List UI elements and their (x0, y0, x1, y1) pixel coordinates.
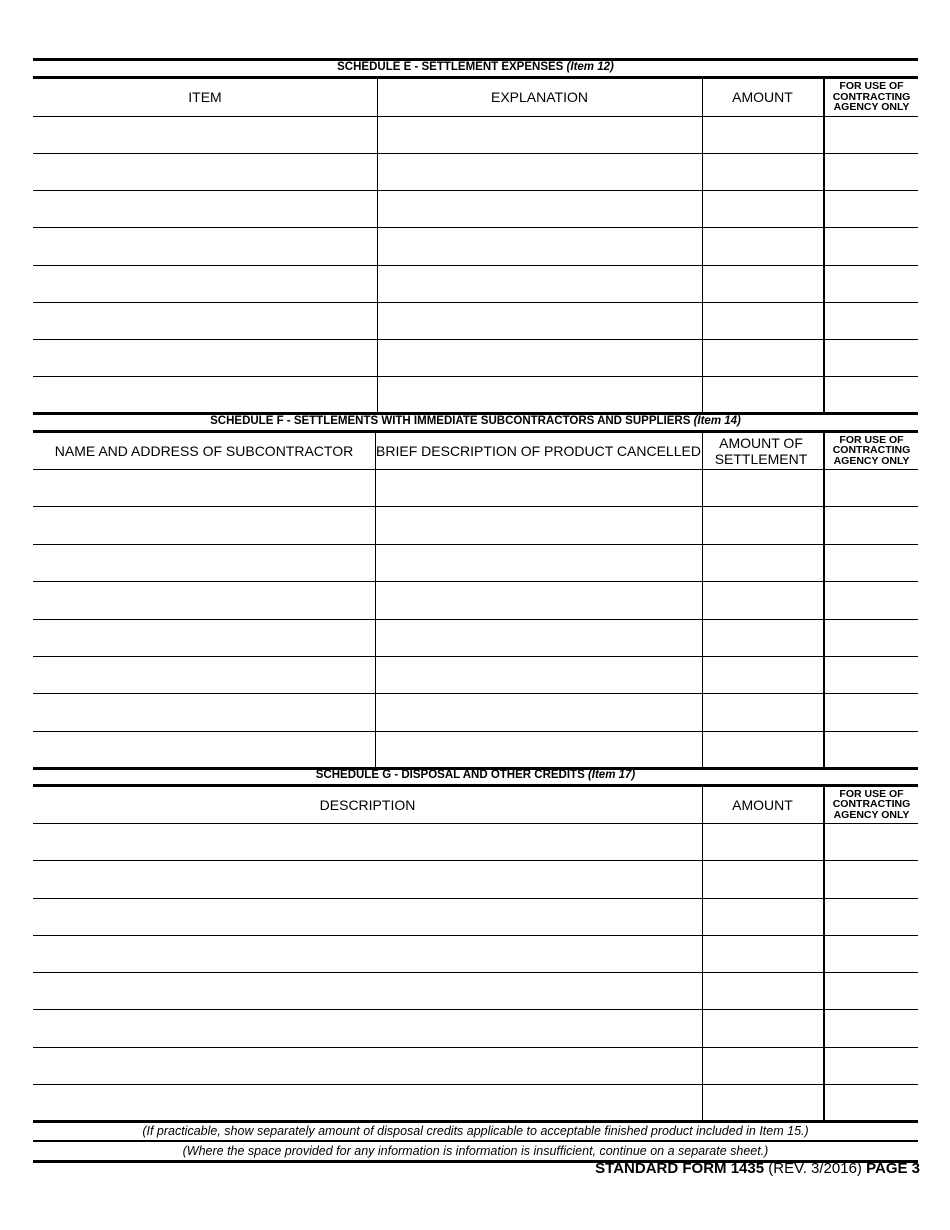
row-divider (33, 823, 918, 824)
agency-use-cell[interactable] (825, 471, 916, 504)
col-header-product-description: BRIEF DESCRIPTION OF PRODUCT CANCELLED (376, 442, 701, 459)
settlement-amount-cell[interactable] (704, 733, 821, 766)
description-cell[interactable] (35, 937, 700, 970)
col-header-agency-use: FOR USE OF CONTRACTING AGENCY ONLY (832, 80, 911, 114)
description-cell[interactable] (35, 974, 700, 1007)
schedule-e-title-text: SCHEDULE E - SETTLEMENT EXPENSES (337, 61, 564, 73)
settlement-amount-cell[interactable] (704, 583, 821, 616)
col-header-explanation: EXPLANATION (491, 89, 588, 105)
schedule-e-item-ref: (Item 12) (566, 61, 614, 73)
amount-cell[interactable] (704, 378, 821, 411)
schedule-f-item-ref: (Item 14) (693, 415, 741, 427)
amount-cell[interactable] (704, 1011, 821, 1044)
col-header-amount: AMOUNT (732, 796, 793, 813)
amount-cell[interactable] (704, 229, 821, 262)
schedule-f-title-text: SCHEDULE F - SETTLEMENTS WITH IMMEDIATE SUBCONTRACTORS AND SUPPLIERS (210, 415, 691, 427)
amount-cell[interactable] (704, 825, 821, 858)
product-description-cell[interactable] (377, 471, 700, 504)
agency-use-cell[interactable] (825, 1086, 916, 1119)
explanation-cell[interactable] (379, 118, 700, 151)
agency-use-cell[interactable] (825, 862, 916, 895)
col-header-agency-use: FOR USE OF CONTRACTING AGENCY ONLY (832, 787, 911, 821)
column-divider (823, 78, 825, 116)
row-divider (33, 693, 918, 694)
item-cell[interactable] (35, 267, 375, 300)
col-header-description: DESCRIPTION (319, 796, 416, 813)
agency-use-cell[interactable] (825, 900, 916, 933)
description-cell[interactable] (35, 862, 700, 895)
subcontractor-cell[interactable] (35, 546, 373, 579)
item-cell[interactable] (35, 192, 375, 225)
amount-cell[interactable] (704, 267, 821, 300)
explanation-cell[interactable] (379, 192, 700, 225)
agency-use-cell[interactable] (825, 1011, 916, 1044)
item-cell[interactable] (35, 118, 375, 151)
product-description-cell[interactable] (377, 508, 700, 541)
agency-use-cell[interactable] (825, 508, 916, 541)
product-description-cell[interactable] (377, 583, 700, 616)
column-divider (702, 469, 703, 768)
column-divider (702, 785, 703, 823)
subcontractor-cell[interactable] (35, 471, 373, 504)
settlement-amount-cell[interactable] (704, 621, 821, 654)
product-description-cell[interactable] (377, 658, 700, 691)
row-divider (33, 972, 918, 973)
row-divider (33, 227, 918, 228)
row-divider (33, 656, 918, 657)
row-divider (33, 116, 918, 117)
subcontractor-cell[interactable] (35, 733, 373, 766)
product-description-cell[interactable] (377, 621, 700, 654)
subcontractor-cell[interactable] (35, 695, 373, 728)
disposal-credits-note: (If practicable, show separately amount of disposal credits applicable to acceptable finished product included in Item 15.) (142, 1124, 809, 1138)
column-divider (823, 823, 825, 1121)
agency-use-cell[interactable] (825, 695, 916, 728)
item-cell[interactable] (35, 229, 375, 262)
column-divider (702, 431, 703, 469)
description-cell[interactable] (35, 1011, 700, 1044)
explanation-cell[interactable] (379, 341, 700, 374)
subcontractor-cell[interactable] (35, 621, 373, 654)
amount-cell[interactable] (704, 937, 821, 970)
col-header-subcontractor: NAME AND ADDRESS OF SUBCONTRACTOR (54, 442, 354, 459)
amount-cell[interactable] (704, 974, 821, 1007)
col-header-agency-use: FOR USE OF CONTRACTING AGENCY ONLY (832, 433, 911, 467)
row-divider (33, 581, 918, 582)
description-cell[interactable] (35, 900, 700, 933)
row-divider (33, 153, 918, 154)
explanation-cell[interactable] (379, 155, 700, 188)
agency-use-cell[interactable] (825, 583, 916, 616)
item-cell[interactable] (35, 304, 375, 337)
description-cell[interactable] (35, 1049, 700, 1082)
amount-cell[interactable] (704, 192, 821, 225)
settlement-amount-cell[interactable] (704, 658, 821, 691)
column-divider (377, 78, 378, 116)
amount-cell[interactable] (704, 155, 821, 188)
agency-use-cell[interactable] (825, 1049, 916, 1082)
form-revision: (REV. 3/2016) (764, 1160, 867, 1177)
form-footer (595, 1160, 920, 1177)
column-divider (823, 785, 825, 823)
row-divider (33, 506, 918, 507)
explanation-cell[interactable] (379, 229, 700, 262)
column-divider (702, 823, 703, 1121)
product-description-cell[interactable] (377, 733, 700, 766)
row-divider (33, 1009, 918, 1010)
column-divider (823, 116, 825, 413)
amount-cell[interactable] (704, 341, 821, 374)
column-divider (375, 469, 376, 768)
agency-use-cell[interactable] (825, 733, 916, 766)
agency-use-cell[interactable] (825, 974, 916, 1007)
col-header-amount: AMOUNT (732, 89, 793, 105)
page-number: PAGE 3 (866, 1160, 920, 1177)
agency-use-cell[interactable] (825, 118, 916, 151)
col-header-settlement-amount: AMOUNT OF SETTLEMENT (714, 434, 808, 467)
row-divider (33, 469, 918, 470)
explanation-cell[interactable] (379, 304, 700, 337)
product-description-cell[interactable] (377, 546, 700, 579)
settlement-amount-cell[interactable] (704, 546, 821, 579)
schedule-g-item-ref: (Item 17) (587, 769, 636, 781)
amount-cell[interactable] (704, 862, 821, 895)
column-divider (375, 431, 376, 469)
row-divider (33, 376, 918, 377)
amount-cell[interactable] (704, 900, 821, 933)
agency-use-cell[interactable] (825, 192, 916, 225)
subcontractor-cell[interactable] (35, 583, 373, 616)
agency-use-cell[interactable] (825, 546, 916, 579)
agency-use-cell[interactable] (825, 229, 916, 262)
description-cell[interactable] (35, 1086, 700, 1119)
agency-use-cell[interactable] (825, 155, 916, 188)
form-name: STANDARD FORM 1435 (595, 1160, 765, 1177)
schedule-g-title (33, 769, 918, 781)
explanation-cell[interactable] (379, 378, 700, 411)
explanation-cell[interactable] (379, 267, 700, 300)
amount-cell[interactable] (704, 304, 821, 337)
continuation-note: (Where the space provided for any information is information is insufficient, continue on a separate sheet.) (182, 1144, 769, 1158)
column-divider (823, 431, 825, 469)
settlement-amount-cell[interactable] (704, 695, 821, 728)
amount-cell[interactable] (704, 1049, 821, 1082)
agency-use-cell[interactable] (825, 825, 916, 858)
amount-cell[interactable] (704, 1086, 821, 1119)
item-cell[interactable] (35, 378, 375, 411)
column-divider (377, 116, 378, 413)
column-divider (702, 78, 703, 116)
col-header-item: ITEM (188, 89, 222, 105)
column-divider (823, 469, 825, 768)
subcontractor-cell[interactable] (35, 658, 373, 691)
product-description-cell[interactable] (377, 695, 700, 728)
settlement-amount-cell[interactable] (704, 471, 821, 504)
row-divider (33, 190, 918, 191)
agency-use-cell[interactable] (825, 378, 916, 411)
column-divider (702, 116, 703, 413)
divider (33, 1140, 918, 1142)
item-cell[interactable] (35, 155, 375, 188)
agency-use-cell[interactable] (825, 658, 916, 691)
schedule-g-title-text: SCHEDULE G - DISPOSAL AND OTHER CREDITS (315, 769, 585, 781)
agency-use-cell[interactable] (825, 621, 916, 654)
schedule-f-title (33, 415, 918, 427)
row-divider (33, 860, 918, 861)
settlement-amount-cell[interactable] (704, 508, 821, 541)
subcontractor-cell[interactable] (35, 508, 373, 541)
agency-use-cell[interactable] (825, 937, 916, 970)
item-cell[interactable] (35, 341, 375, 374)
agency-use-cell[interactable] (825, 267, 916, 300)
schedule-e-title (33, 61, 918, 73)
description-cell[interactable] (35, 825, 700, 858)
divider (33, 1120, 918, 1123)
agency-use-cell[interactable] (825, 341, 916, 374)
agency-use-cell[interactable] (825, 304, 916, 337)
amount-cell[interactable] (704, 118, 821, 151)
